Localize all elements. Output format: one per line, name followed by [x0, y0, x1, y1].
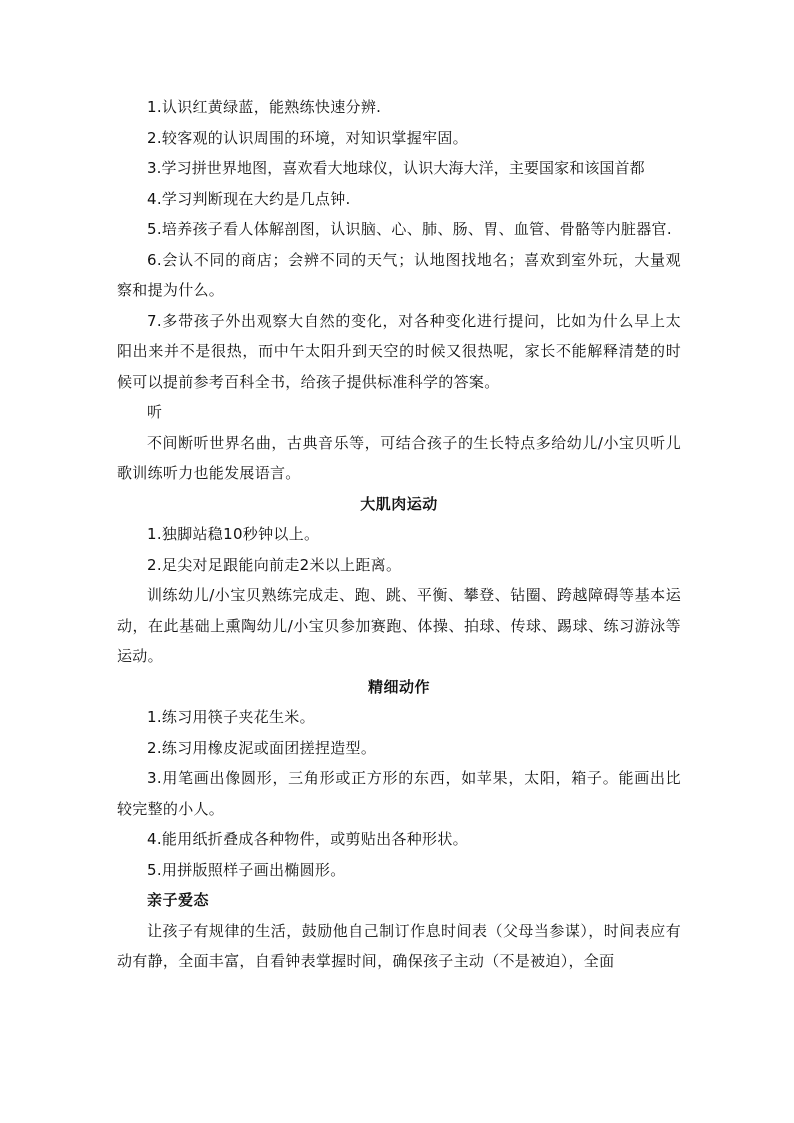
- section-heading-parent-child: 亲子爱态: [147, 891, 210, 909]
- list-item: 3.用笔画出像圆形，三角形或正方形的东西，如苹果，太阳，箱子。能画出比较完整的小人。: [117, 769, 681, 818]
- list-item: 1.认识红黄绿蓝，能熟练快速分辨.: [147, 98, 382, 116]
- list-item: 5.培养孩子看人体解剖图，认识脑、心、肺、肠、胃、血管、骨骼等内脏器官.: [147, 220, 672, 238]
- list-item: 5.用拼版照样子画出椭圆形。: [147, 860, 346, 879]
- list-item: 7.多带孩子外出观察大自然的变化，对各种变化进行提问，比如为什么早上太阳出来并不是很热，而中午太阳升到天空的时候又很热呢，家长不能解释清楚的时候可以提前参考百科全书，给孩子提供标准科学的答案。: [117, 311, 681, 391]
- list-item: 4.能用纸折叠成各种物件，或剪贴出各种形状。: [147, 830, 468, 848]
- list-item: 2.练习用橡皮泥或面团搓捏造型。: [147, 738, 377, 757]
- list-item: 1.练习用筷子夹花生米。: [147, 708, 315, 726]
- list-item: 3.学习拼世界地图，喜欢看大地球仪，认识大海大洋，主要国家和该国首都: [147, 159, 645, 177]
- paragraph: 不间断听世界名曲，古典音乐等，可结合孩子的生长特点多给幼儿/小宝贝听儿歌训练听力也能发展语言。: [117, 433, 681, 482]
- list-item: 2.足尖对足跟能向前走2米以上距离。: [147, 555, 402, 574]
- list-item: 4.学习判断现在大约是几点钟.: [147, 189, 351, 208]
- paragraph: 训练幼儿/小宝贝熟练完成走、跑、跳、平衡、攀登、钻圈、跨越障碍等基本运动，在此基础上熏陶幼儿/小宝贝参加赛跑、体操、拍球、传球、踢球、练习游泳等运动。: [117, 586, 681, 665]
- list-item: 2.较客观的认识周围的环境，对知识掌握牢固。: [147, 128, 468, 147]
- section-heading-fine-motor: 精细动作: [367, 677, 430, 696]
- section-heading-listen: 听: [147, 403, 163, 421]
- section-heading-gross-motor: 大肌肉运动: [360, 494, 438, 513]
- list-item: 1.独脚站稳10秒钟以上。: [147, 525, 320, 543]
- list-item: 6.会认不同的商店；会辨不同的天气；认地图找地名；喜欢到室外玩，大量观察和提为什么。: [117, 250, 681, 299]
- paragraph: 让孩子有规律的生活，鼓励他自己制订作息时间表（父母当参谋），时间表应有动有静，全面丰富，自看钟表掌握时间，确保孩子主动（不是被迫），全面: [117, 921, 681, 970]
